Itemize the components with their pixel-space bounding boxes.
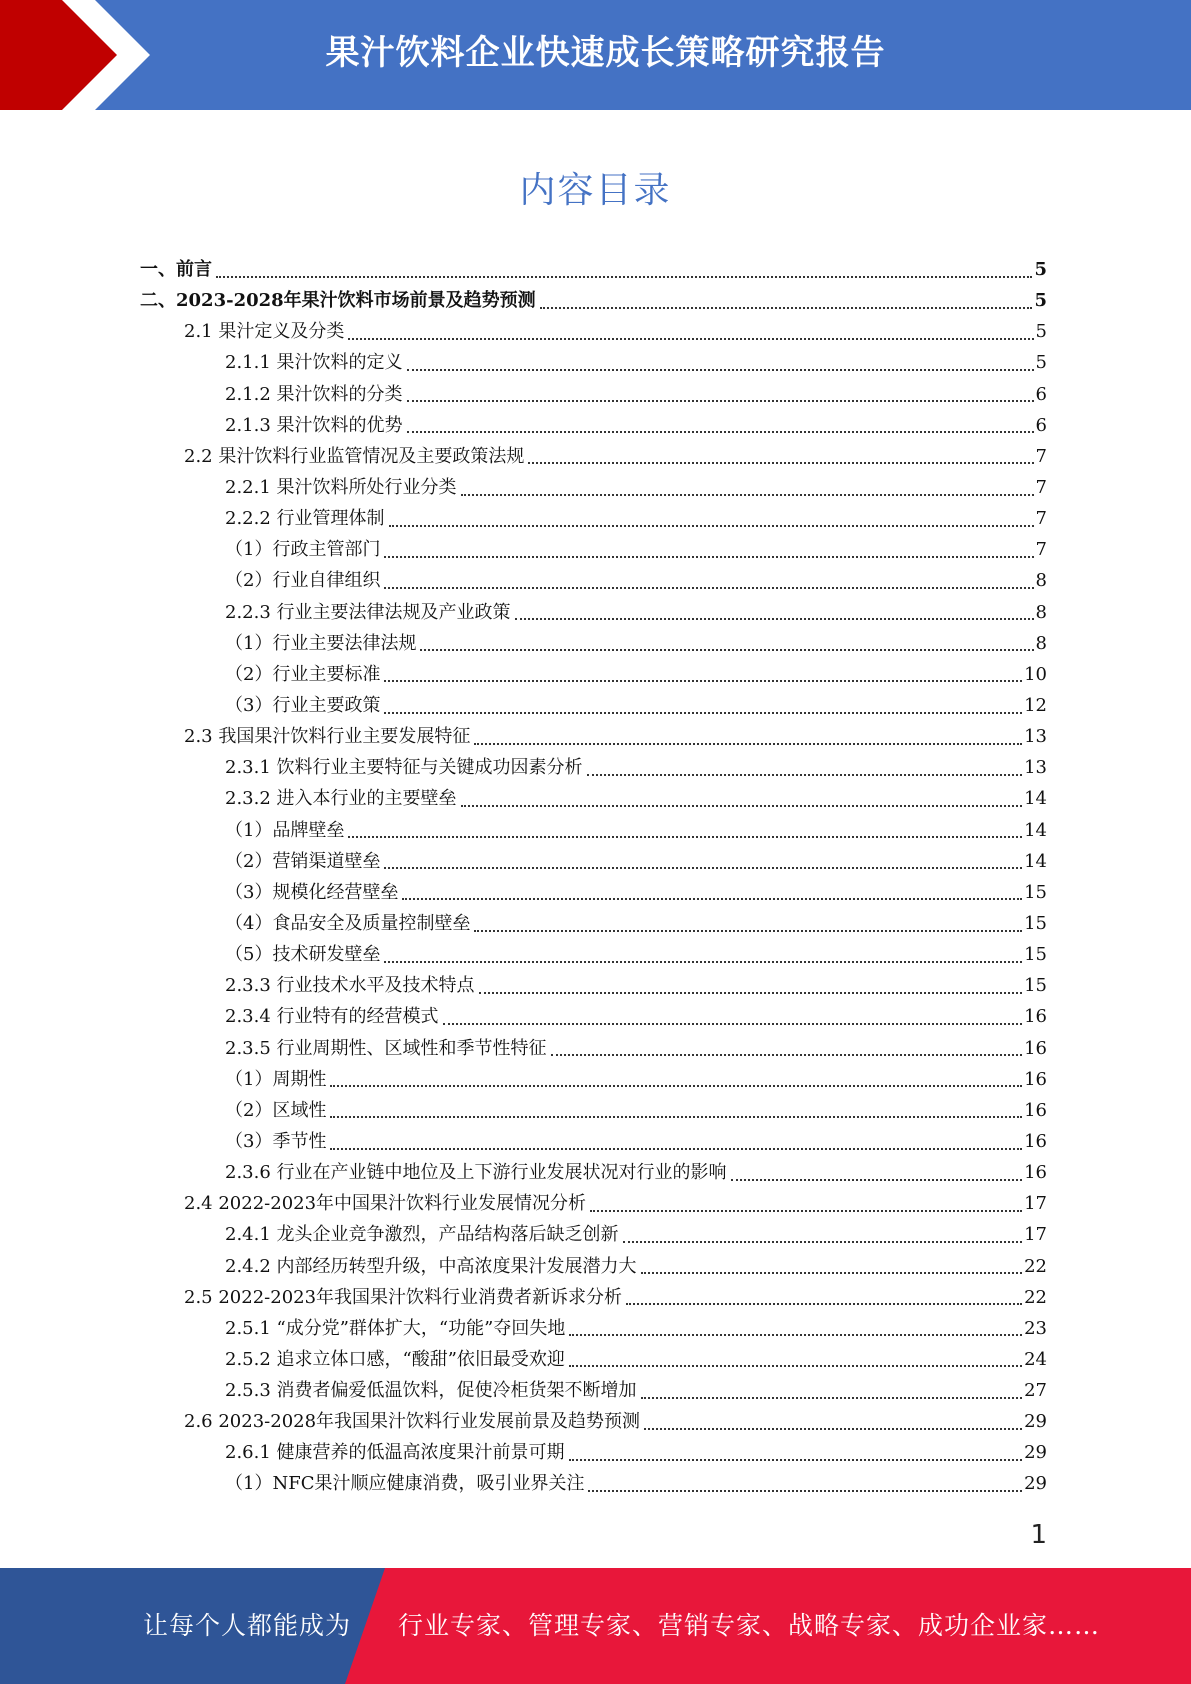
toc-entry[interactable]	[0, 534, 1191, 565]
toc-entry-page: 7	[1035, 445, 1047, 467]
toc-entry-page: 22	[1024, 1255, 1047, 1277]
toc-entry-label: 2.1.3 果汁饮料的优势	[225, 414, 403, 436]
toc-entry-page: 16	[1024, 1099, 1047, 1121]
toc-entry-page: 14	[1024, 819, 1047, 841]
toc-leader-dots	[623, 1241, 1023, 1243]
toc-entry[interactable]	[0, 379, 1191, 410]
toc-entry-page: 5	[1034, 259, 1047, 280]
toc-leader-dots	[461, 805, 1023, 807]
toc-entry[interactable]	[0, 939, 1191, 970]
toc-entry-page: 16	[1024, 1068, 1047, 1090]
toc-entry[interactable]	[0, 877, 1191, 908]
toc-leader-dots	[569, 1459, 1023, 1461]
toc-entry[interactable]	[0, 1219, 1191, 1250]
footer-slogan: 让每个人都能成为	[143, 1611, 352, 1640]
toc-leader-dots	[540, 307, 1033, 309]
toc-entry-page: 23	[1024, 1317, 1047, 1339]
toc-entry-label: 2.1.2 果汁饮料的分类	[225, 383, 403, 405]
toc-entry[interactable]	[0, 1033, 1191, 1064]
toc-leader-dots	[407, 400, 1034, 402]
toc-entry-page: 13	[1024, 726, 1047, 748]
toc-entry-page: 29	[1024, 1442, 1047, 1464]
toc-entry[interactable]	[0, 1282, 1191, 1313]
toc-entry-label: 2.3.2 进入本行业的主要壁垒	[225, 788, 457, 810]
toc-entry-label: （2）区域性	[225, 1099, 327, 1121]
toc-entry-label: （3）季节性	[225, 1130, 327, 1152]
toc-leader-dots	[389, 525, 1034, 527]
toc-entry-label: 2.3.3 行业技术水平及技术特点	[225, 975, 475, 997]
toc-entry-page: 16	[1024, 1037, 1047, 1059]
toc-leader-dots	[420, 649, 1033, 651]
toc-entry-page: 24	[1024, 1348, 1047, 1370]
toc-entry-page: 17	[1024, 1224, 1047, 1246]
toc-entry-label: 2.1.1 果汁饮料的定义	[225, 352, 403, 374]
toc-entry[interactable]	[0, 1188, 1191, 1219]
toc-entry[interactable]	[0, 1375, 1191, 1406]
header-band	[0, 0, 1191, 110]
toc-leader-dots	[641, 1397, 1023, 1399]
toc-entry[interactable]	[0, 1313, 1191, 1344]
toc-entry-label: 2.2.2 行业管理体制	[225, 508, 385, 530]
toc-entry-page: 5	[1035, 352, 1047, 374]
toc-leader-dots	[384, 680, 1022, 682]
toc-entry-page: 13	[1024, 757, 1047, 779]
toc-entry-label: 2.3.4 行业特有的经营模式	[225, 1006, 439, 1028]
toc-entry-page: 5	[1035, 321, 1047, 343]
toc-entry-label: 2.1 果汁定义及分类	[184, 321, 345, 343]
toc-entry-label: （1）行业主要法律法规	[225, 632, 417, 654]
table-of-contents	[0, 254, 1191, 1500]
toc-entry[interactable]	[0, 1251, 1191, 1282]
toc-entry-page: 15	[1024, 944, 1047, 966]
toc-entry-page: 10	[1024, 663, 1047, 685]
toc-leader-dots	[569, 1334, 1022, 1336]
toc-entry[interactable]	[0, 970, 1191, 1001]
toc-leader-dots	[551, 1054, 1023, 1056]
toc-leader-dots	[474, 930, 1022, 932]
footer-band	[0, 1568, 1191, 1684]
toc-entry-page: 16	[1024, 1130, 1047, 1152]
toc-entry[interactable]	[0, 815, 1191, 846]
toc-entry[interactable]	[0, 503, 1191, 534]
toc-entry-label: 2.4 2022-2023年中国果汁饮料行业发展情况分析	[184, 1193, 587, 1215]
toc-leader-dots	[479, 992, 1023, 994]
toc-entry-label: 2.5.3 消费者偏爱低温饮料，促使冷柜货架不断增加	[225, 1380, 637, 1402]
toc-leader-dots	[515, 618, 1034, 620]
toc-entry[interactable]	[0, 721, 1191, 752]
toc-entry[interactable]	[0, 1064, 1191, 1095]
toc-entry-page: 14	[1024, 850, 1047, 872]
toc-entry-page: 15	[1024, 881, 1047, 903]
toc-entry-page: 12	[1024, 694, 1047, 716]
toc-entry-page: 6	[1035, 414, 1047, 436]
toc-leader-dots	[569, 1365, 1022, 1367]
toc-entry-label: 2.5.2 追求立体口感，“酸甜”依旧最受欢迎	[225, 1348, 565, 1370]
toc-entry-page: 16	[1024, 1006, 1047, 1028]
toc-entry-label: 2.3 我国果汁饮料行业主要发展特征	[184, 726, 471, 748]
toc-leader-dots	[641, 1272, 1023, 1274]
toc-entry[interactable]	[0, 752, 1191, 783]
toc-leader-dots	[461, 494, 1034, 496]
toc-entry-page: 7	[1035, 539, 1047, 561]
toc-entry-label: 2.5.1 “成分党”群体扩大，“功能”夺回失地	[225, 1317, 566, 1339]
toc-entry[interactable]	[0, 690, 1191, 721]
toc-leader-dots	[330, 1148, 1022, 1150]
toc-entry[interactable]	[0, 441, 1191, 472]
toc-leader-dots	[443, 1023, 1023, 1025]
toc-entry-page: 5	[1034, 290, 1047, 312]
toc-entry-label: 2.4.2 内部经历转型升级，中高浓度果汁发展潜力大	[225, 1255, 637, 1277]
toc-leader-dots	[407, 369, 1034, 371]
toc-entry[interactable]	[0, 1468, 1191, 1499]
toc-leader-dots	[384, 556, 1033, 558]
toc-entry[interactable]	[0, 1406, 1191, 1437]
toc-entry-label: 2.2.1 果汁饮料所处行业分类	[225, 476, 457, 498]
toc-leader-dots	[384, 867, 1022, 869]
toc-entry[interactable]	[0, 472, 1191, 503]
toc-leader-dots	[216, 276, 1032, 278]
toc-entry-label: （3）规模化经营壁垒	[225, 881, 399, 903]
toc-entry[interactable]	[0, 1095, 1191, 1126]
toc-entry[interactable]	[0, 846, 1191, 877]
toc-entry-page: 6	[1035, 383, 1047, 405]
toc-entry[interactable]	[0, 628, 1191, 659]
toc-leader-dots	[407, 431, 1034, 433]
toc-entry[interactable]	[0, 1126, 1191, 1157]
toc-leader-dots	[402, 898, 1022, 900]
toc-entry-label: （3）行业主要政策	[225, 694, 381, 716]
toc-entry-label: （1）周期性	[225, 1068, 327, 1090]
toc-entry-page: 29	[1024, 1473, 1047, 1495]
toc-entry-label: 2.2.3 行业主要法律法规及产业政策	[225, 601, 511, 623]
toc-entry[interactable]	[0, 254, 1191, 285]
toc-entry-label: 2.3.1 饮料行业主要特征与关键成功因素分析	[225, 757, 583, 779]
toc-entry-page: 22	[1024, 1286, 1047, 1308]
toc-entry-page: 7	[1035, 476, 1047, 498]
toc-entry-page: 8	[1035, 570, 1047, 592]
toc-leader-dots	[590, 1210, 1022, 1212]
toc-entry-page: 27	[1024, 1380, 1047, 1402]
toc-entry-label: 2.6 2023-2028年我国果汁饮料行业发展前景及趋势预测	[184, 1411, 641, 1433]
toc-entry-page: 15	[1024, 975, 1047, 997]
toc-entry-page: 8	[1035, 601, 1047, 623]
toc-leader-dots	[384, 961, 1022, 963]
toc-entry[interactable]	[0, 1344, 1191, 1375]
toc-entry-page: 8	[1035, 632, 1047, 654]
toc-leader-dots	[384, 587, 1033, 589]
toc-entry-label: （1）品牌壁垒	[225, 819, 345, 841]
toc-entry[interactable]	[0, 597, 1191, 628]
toc-entry-label: 2.5 2022-2023年我国果汁饮料行业消费者新诉求分析	[184, 1286, 623, 1308]
toc-leader-dots	[330, 1085, 1022, 1087]
page-number: 1	[1030, 1520, 1047, 1550]
toc-entry-label: （1）NFC果汁顺应健康消费，吸引业界关注	[225, 1473, 585, 1495]
toc-leader-dots	[348, 338, 1033, 340]
toc-leader-dots	[330, 1116, 1022, 1118]
toc-entry-label: （2）行业主要标准	[225, 663, 381, 685]
toc-entry-page: 15	[1024, 912, 1047, 934]
toc-leader-dots	[587, 774, 1023, 776]
toc-entry-page: 29	[1024, 1411, 1047, 1433]
toc-entry[interactable]	[0, 1157, 1191, 1188]
toc-entry-label: （1）行政主管部门	[225, 539, 381, 561]
toc-leader-dots	[644, 1428, 1022, 1430]
toc-entry-label: 2.3.5 行业周期性、区域性和季节性特征	[225, 1037, 547, 1059]
toc-entry-page: 7	[1035, 508, 1047, 530]
toc-entry-label: 一、前言	[140, 259, 212, 280]
toc-entry[interactable]	[0, 316, 1191, 347]
toc-entry[interactable]	[0, 783, 1191, 814]
toc-entry-page: 16	[1024, 1162, 1047, 1184]
toc-entry-page: 17	[1024, 1193, 1047, 1215]
toc-leader-dots	[384, 712, 1022, 714]
toc-entry-label: 二、2023-2028年果汁饮料市场前景及趋势预测	[140, 290, 536, 312]
toc-entry[interactable]	[0, 908, 1191, 939]
toc-leader-dots	[588, 1490, 1022, 1492]
toc-entry-label: 2.2 果汁饮料行业监管情况及主要政策法规	[184, 445, 525, 467]
toc-entry[interactable]	[0, 659, 1191, 690]
toc-leader-dots	[528, 462, 1033, 464]
toc-entry[interactable]	[0, 285, 1191, 316]
toc-leader-dots	[474, 743, 1022, 745]
toc-entry[interactable]	[0, 1001, 1191, 1032]
toc-entry-label: （2）营销渠道壁垒	[225, 850, 381, 872]
toc-entry[interactable]	[0, 410, 1191, 441]
toc-entry-label: （4）食品安全及质量控制壁垒	[225, 912, 471, 934]
toc-heading: 内容目录	[519, 170, 672, 211]
toc-leader-dots	[348, 836, 1022, 838]
toc-entry-label: 2.3.6 行业在产业链中地位及上下游行业发展状况对行业的影响	[225, 1162, 727, 1184]
toc-entry[interactable]	[0, 1437, 1191, 1468]
footer-roles: 行业专家、管理专家、营销专家、战略专家、成功企业家……	[398, 1611, 1101, 1640]
toc-entry[interactable]	[0, 347, 1191, 378]
toc-entry[interactable]	[0, 565, 1191, 596]
toc-entry-label: 2.6.1 健康营养的低温高浓度果汁前景可期	[225, 1442, 565, 1464]
report-title: 果汁饮料企业快速成长策略研究报告	[325, 33, 886, 73]
toc-entry-page: 14	[1024, 788, 1047, 810]
toc-entry-label: （2）行业自律组织	[225, 570, 381, 592]
toc-leader-dots	[626, 1303, 1022, 1305]
toc-entry-label: 2.4.1 龙头企业竞争激烈，产品结构落后缺乏创新	[225, 1224, 619, 1246]
toc-leader-dots	[731, 1179, 1023, 1181]
toc-entry-label: （5）技术研发壁垒	[225, 944, 381, 966]
